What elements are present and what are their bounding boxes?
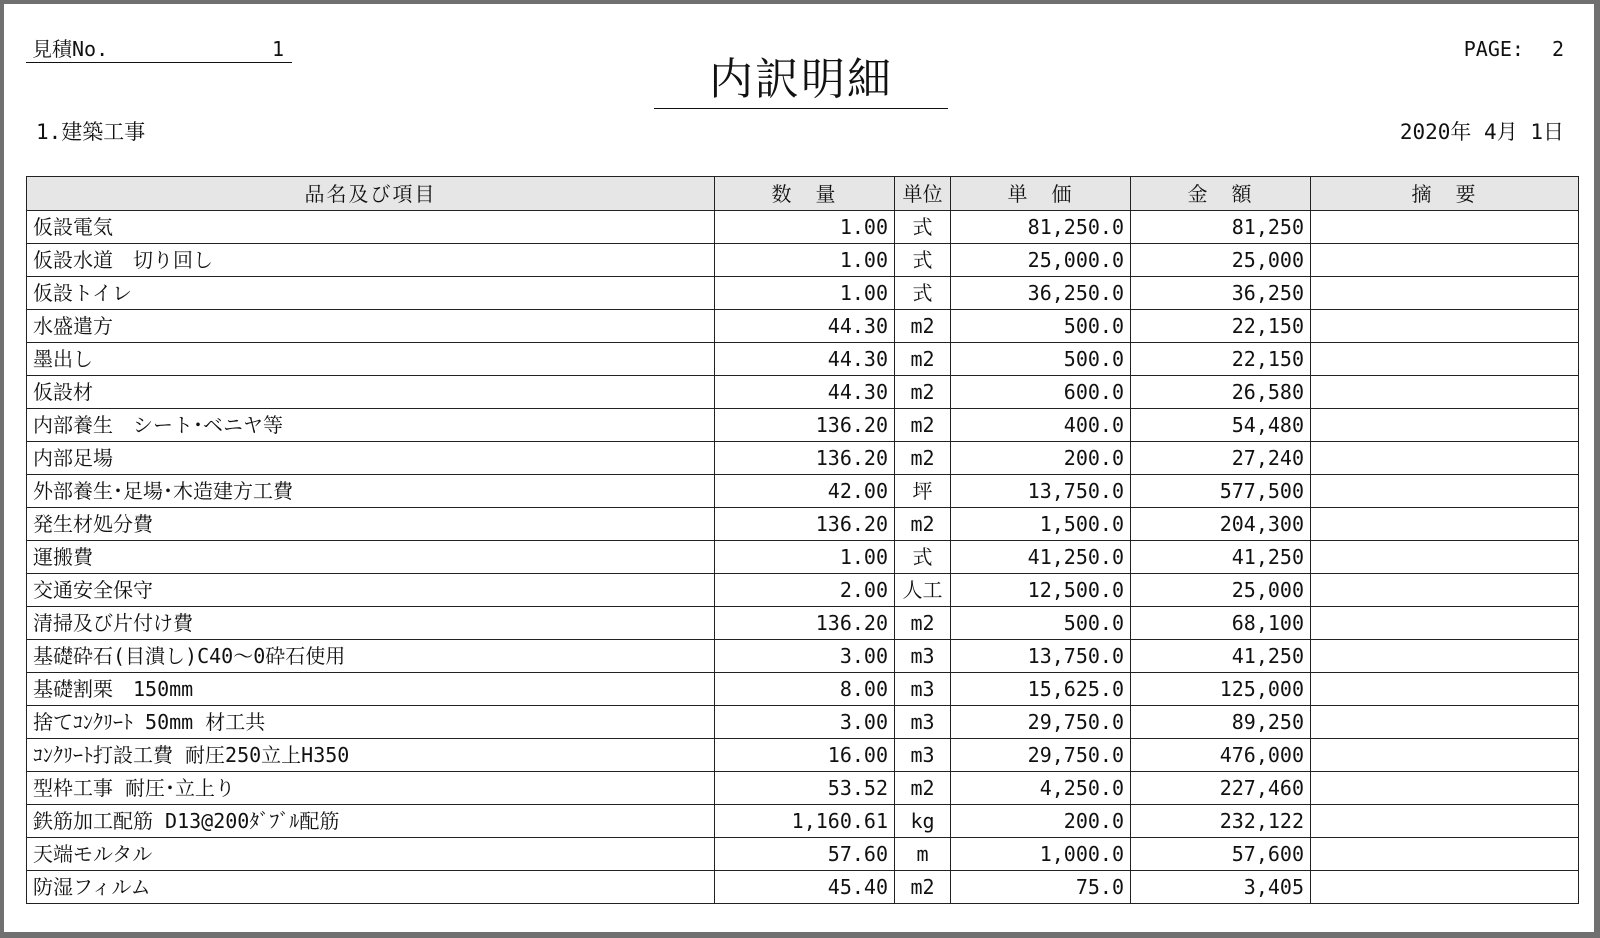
cell-item: 基礎砕石(目潰し)C40～0砕石使用 <box>27 640 715 673</box>
cell-unit: m3 <box>895 640 951 673</box>
page-number-label: PAGE: <box>1463 37 1524 61</box>
cell-item: 内部足場 <box>27 442 715 475</box>
cell-unit-price: 75.0 <box>951 871 1131 904</box>
table-header-row <box>27 177 1579 211</box>
cell-unit: 式 <box>895 541 951 574</box>
column-header-unit: 単位 <box>895 177 951 211</box>
table-row <box>27 541 1579 574</box>
cell-unit-price: 200.0 <box>951 442 1131 475</box>
table-row <box>27 640 1579 673</box>
table-row <box>27 838 1579 871</box>
cell-quantity: 1.00 <box>715 541 895 574</box>
cell-item: 型枠工事 耐圧･立上り <box>27 772 715 805</box>
cell-unit: m3 <box>895 706 951 739</box>
cell-quantity: 42.00 <box>715 475 895 508</box>
cell-item: 鉄筋加工配筋 D13@200ﾀﾞﾌﾞﾙ配筋 <box>27 805 715 838</box>
cell-unit-price: 12,500.0 <box>951 574 1131 607</box>
cell-quantity: 1.00 <box>715 244 895 277</box>
cell-amount: 54,480 <box>1131 409 1311 442</box>
cell-remarks <box>1311 706 1579 739</box>
cell-quantity: 44.30 <box>715 343 895 376</box>
cell-unit: 人工 <box>895 574 951 607</box>
cell-amount: 27,240 <box>1131 442 1311 475</box>
cell-unit: m2 <box>895 772 951 805</box>
cell-item: 基礎割栗 150mm <box>27 673 715 706</box>
table-row <box>27 376 1579 409</box>
cell-item: 運搬費 <box>27 541 715 574</box>
cell-unit-price: 4,250.0 <box>951 772 1131 805</box>
cell-quantity: 136.20 <box>715 442 895 475</box>
cell-unit-price: 29,750.0 <box>951 706 1131 739</box>
breakdown-table <box>26 176 1579 904</box>
cell-item: 水盛遣方 <box>27 310 715 343</box>
estimate-number-value: 1 <box>272 37 285 61</box>
cell-amount: 25,000 <box>1131 244 1311 277</box>
column-header-amount: 金 額 <box>1131 177 1311 211</box>
cell-remarks <box>1311 409 1579 442</box>
cell-amount: 89,250 <box>1131 706 1311 739</box>
cell-remarks <box>1311 376 1579 409</box>
cell-amount: 227,460 <box>1131 772 1311 805</box>
cell-unit: m2 <box>895 508 951 541</box>
cell-unit-price: 13,750.0 <box>951 475 1131 508</box>
cell-remarks <box>1311 475 1579 508</box>
cell-item: 仮設材 <box>27 376 715 409</box>
cell-item: 仮設トイレ <box>27 277 715 310</box>
cell-unit: m2 <box>895 442 951 475</box>
column-header-remarks: 摘 要 <box>1311 177 1579 211</box>
cell-quantity: 57.60 <box>715 838 895 871</box>
cell-quantity: 1.00 <box>715 277 895 310</box>
cell-unit-price: 500.0 <box>951 310 1131 343</box>
cell-remarks <box>1311 805 1579 838</box>
cell-unit-price: 400.0 <box>951 409 1131 442</box>
cell-quantity: 136.20 <box>715 508 895 541</box>
table-body <box>27 211 1579 904</box>
table-row <box>27 211 1579 244</box>
cell-unit: 式 <box>895 277 951 310</box>
cell-unit: m2 <box>895 871 951 904</box>
section-heading: 1.建築工事 <box>36 120 146 144</box>
table-row <box>27 343 1579 376</box>
cell-remarks <box>1311 640 1579 673</box>
table-row <box>27 442 1579 475</box>
cell-amount: 36,250 <box>1131 277 1311 310</box>
cell-unit-price: 200.0 <box>951 805 1131 838</box>
cell-quantity: 1.00 <box>715 211 895 244</box>
cell-unit-price: 41,250.0 <box>951 541 1131 574</box>
table-row <box>27 574 1579 607</box>
cell-quantity: 3.00 <box>715 706 895 739</box>
cell-amount: 57,600 <box>1131 838 1311 871</box>
cell-quantity: 8.00 <box>715 673 895 706</box>
table-row <box>27 706 1579 739</box>
table-row <box>27 673 1579 706</box>
page-title: 内訳明細 <box>654 52 948 109</box>
cell-unit-price: 81,250.0 <box>951 211 1131 244</box>
cell-item: 仮設水道 切り回し <box>27 244 715 277</box>
cell-unit: m2 <box>895 409 951 442</box>
table-row <box>27 772 1579 805</box>
cell-quantity: 44.30 <box>715 310 895 343</box>
cell-item: 天端モルタル <box>27 838 715 871</box>
cell-quantity: 3.00 <box>715 640 895 673</box>
cell-amount: 232,122 <box>1131 805 1311 838</box>
cell-unit: m3 <box>895 673 951 706</box>
cell-unit-price: 36,250.0 <box>951 277 1131 310</box>
table-row <box>27 310 1579 343</box>
cell-unit: 坪 <box>895 475 951 508</box>
cell-amount: 81,250 <box>1131 211 1311 244</box>
column-header-item: 品名及び項目 <box>27 177 715 211</box>
cell-remarks <box>1311 277 1579 310</box>
page-number-value: 2 <box>1551 37 1564 61</box>
cell-amount: 41,250 <box>1131 640 1311 673</box>
estimate-number-label: 見積No. <box>32 37 109 61</box>
cell-remarks <box>1311 838 1579 871</box>
cell-unit: m2 <box>895 343 951 376</box>
cell-item: 内部養生 シート･ベニヤ等 <box>27 409 715 442</box>
cell-remarks <box>1311 871 1579 904</box>
column-header-unit-price: 単 価 <box>951 177 1131 211</box>
cell-quantity: 45.40 <box>715 871 895 904</box>
table-row <box>27 607 1579 640</box>
cell-remarks <box>1311 508 1579 541</box>
cell-quantity: 44.30 <box>715 376 895 409</box>
cell-unit: kg <box>895 805 951 838</box>
cell-unit-price: 500.0 <box>951 607 1131 640</box>
table-row <box>27 475 1579 508</box>
cell-remarks <box>1311 244 1579 277</box>
cell-item: ｺﾝｸﾘｰﾄ打設工費 耐圧250立上H350 <box>27 739 715 772</box>
cell-unit-price: 500.0 <box>951 343 1131 376</box>
cell-unit-price: 29,750.0 <box>951 739 1131 772</box>
cell-remarks <box>1311 673 1579 706</box>
cell-item: 清掃及び片付け費 <box>27 607 715 640</box>
cell-quantity: 1,160.61 <box>715 805 895 838</box>
cell-item: 交通安全保守 <box>27 574 715 607</box>
table-row <box>27 409 1579 442</box>
cell-remarks <box>1311 607 1579 640</box>
cell-remarks <box>1311 772 1579 805</box>
cell-amount: 577,500 <box>1131 475 1311 508</box>
estimate-number-field <box>26 36 292 63</box>
cell-item: 外部養生･足場･木造建方工費 <box>27 475 715 508</box>
cell-remarks <box>1311 739 1579 772</box>
document-date: 2020年 4月 1日 <box>1399 120 1564 144</box>
cell-remarks <box>1311 574 1579 607</box>
cell-amount: 25,000 <box>1131 574 1311 607</box>
cell-item: 防湿フィルム <box>27 871 715 904</box>
cell-quantity: 2.00 <box>715 574 895 607</box>
column-header-quantity: 数 量 <box>715 177 895 211</box>
cell-amount: 22,150 <box>1131 343 1311 376</box>
cell-unit-price: 1,500.0 <box>951 508 1131 541</box>
cell-item: 発生材処分費 <box>27 508 715 541</box>
cell-quantity: 16.00 <box>715 739 895 772</box>
table-row <box>27 739 1579 772</box>
cell-unit: m2 <box>895 376 951 409</box>
cell-amount: 41,250 <box>1131 541 1311 574</box>
cell-remarks <box>1311 343 1579 376</box>
cell-amount: 68,100 <box>1131 607 1311 640</box>
cell-amount: 3,405 <box>1131 871 1311 904</box>
cell-unit-price: 1,000.0 <box>951 838 1131 871</box>
cell-unit-price: 15,625.0 <box>951 673 1131 706</box>
cell-quantity: 136.20 <box>715 409 895 442</box>
cell-unit: m2 <box>895 607 951 640</box>
table-row <box>27 871 1579 904</box>
table-row <box>27 805 1579 838</box>
cell-unit-price: 13,750.0 <box>951 640 1131 673</box>
table-row <box>27 508 1579 541</box>
cell-remarks <box>1311 310 1579 343</box>
cell-unit: m <box>895 838 951 871</box>
cell-quantity: 136.20 <box>715 607 895 640</box>
cell-item: 捨てｺﾝｸﾘｰﾄ 50mm 材工共 <box>27 706 715 739</box>
cell-unit-price: 600.0 <box>951 376 1131 409</box>
cell-amount: 22,150 <box>1131 310 1311 343</box>
cell-unit: m3 <box>895 739 951 772</box>
cell-quantity: 53.52 <box>715 772 895 805</box>
cell-unit: 式 <box>895 244 951 277</box>
table-row <box>27 277 1579 310</box>
cell-amount: 476,000 <box>1131 739 1311 772</box>
table-row <box>27 244 1579 277</box>
cell-amount: 26,580 <box>1131 376 1311 409</box>
page-number-field <box>1464 36 1564 62</box>
cell-item: 仮設電気 <box>27 211 715 244</box>
cell-remarks <box>1311 211 1579 244</box>
cell-unit: 式 <box>895 211 951 244</box>
cell-unit: m2 <box>895 310 951 343</box>
cell-remarks <box>1311 442 1579 475</box>
cell-amount: 204,300 <box>1131 508 1311 541</box>
cell-amount: 125,000 <box>1131 673 1311 706</box>
cell-unit-price: 25,000.0 <box>951 244 1131 277</box>
cell-item: 墨出し <box>27 343 715 376</box>
cell-remarks <box>1311 541 1579 574</box>
